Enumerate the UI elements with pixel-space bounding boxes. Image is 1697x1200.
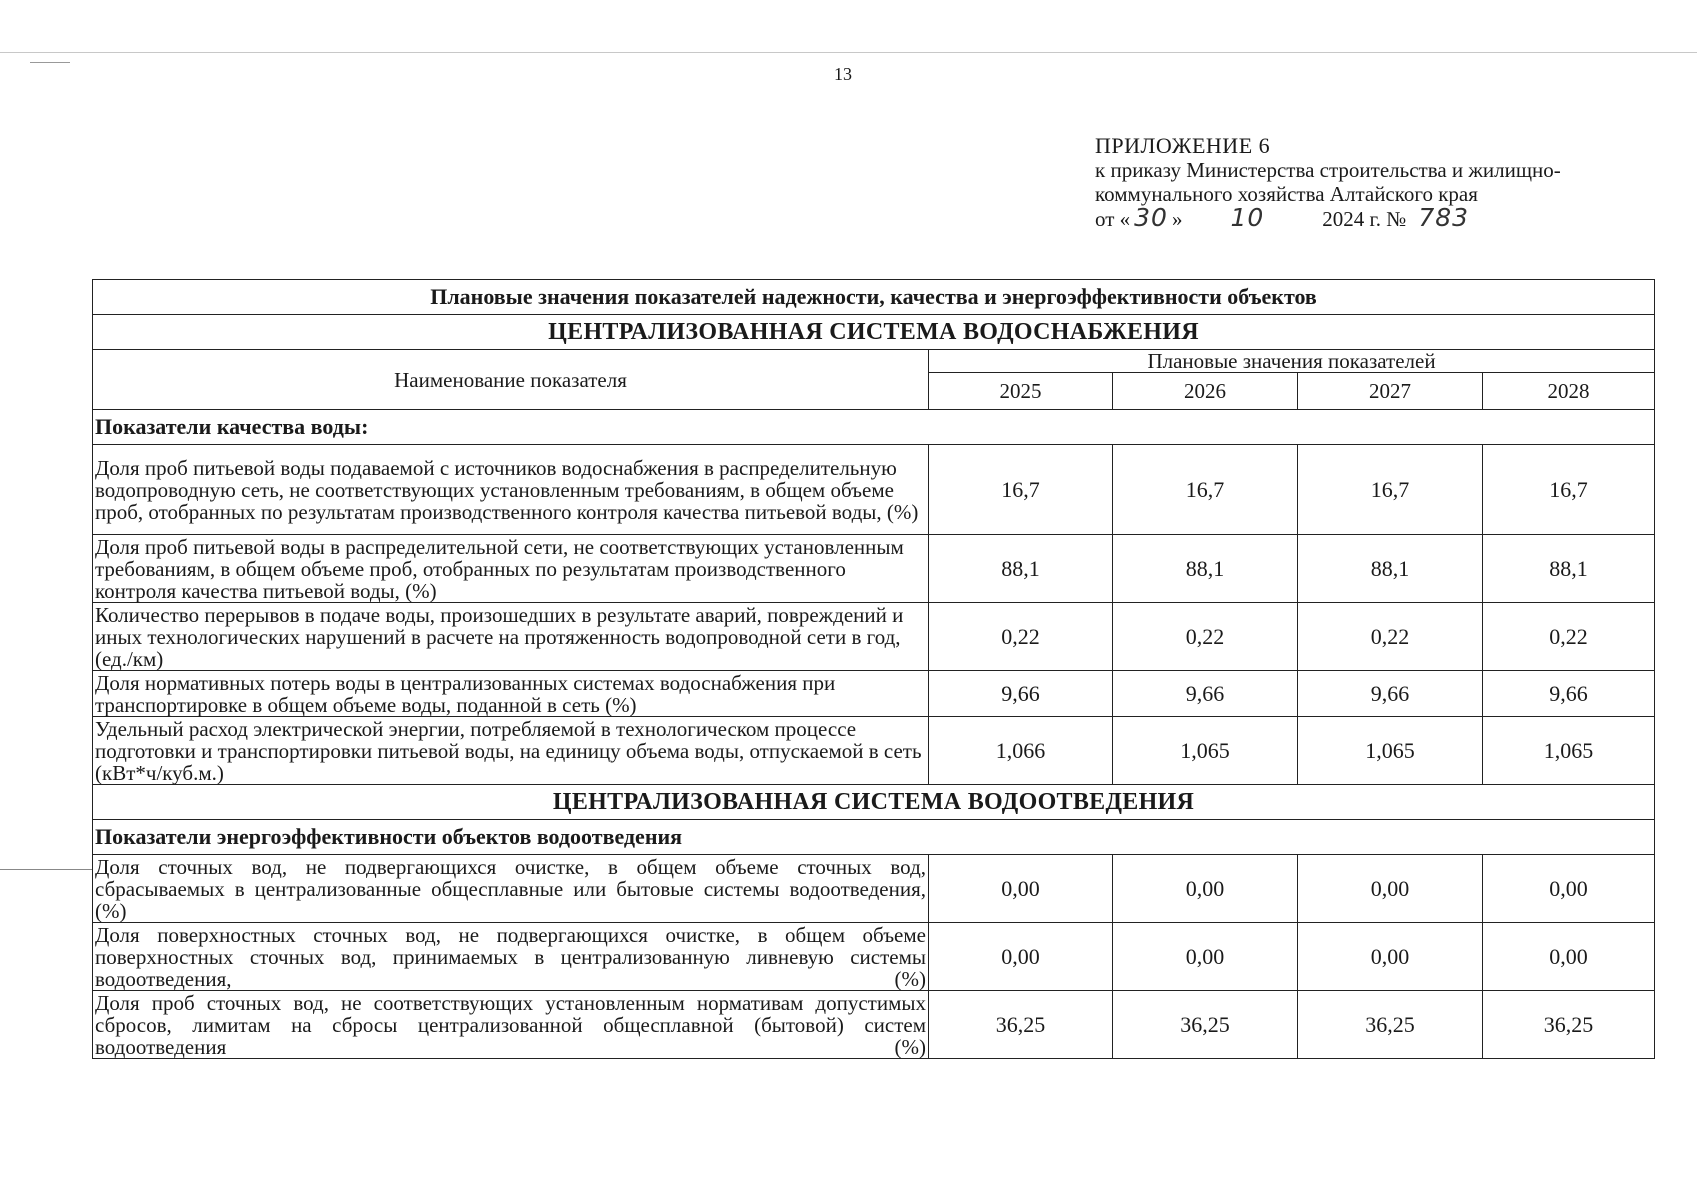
handwritten-order-number: 783 (1418, 203, 1470, 232)
table-row (93, 671, 1655, 717)
table-row (93, 717, 1655, 785)
appendix-block (1095, 134, 1561, 231)
year-header: 2026 (1113, 373, 1298, 410)
table-row (93, 445, 1655, 535)
value-cell: 16,7 (1113, 445, 1298, 535)
table-row (93, 991, 1655, 1059)
indicator-name: Доля сточных вод, не подвергающихся очистке, в общем объеме сточных вод, сбрасываемых в централизованные общесплавные или бытовые системы водоотведения, (%) (93, 855, 929, 923)
year-header: 2027 (1298, 373, 1483, 410)
section-title-wastewater: ЦЕНТРАЛИЗОВАННАЯ СИСТЕМА ВОДООТВЕДЕНИЯ (93, 785, 1655, 820)
value-cell: 9,66 (1483, 671, 1655, 717)
handwritten-month: 10 (1230, 203, 1265, 232)
value-cell: 0,22 (929, 603, 1113, 671)
value-cell: 0,00 (1113, 923, 1298, 991)
scan-artifact-line (0, 52, 1697, 53)
section-title-water-supply: ЦЕНТРАЛИЗОВАННАЯ СИСТЕМА ВОДОСНАБЖЕНИЯ (93, 315, 1655, 350)
handwritten-day: 30 (1134, 203, 1168, 232)
value-cell: 9,66 (1298, 671, 1483, 717)
value-cell: 0,00 (1298, 923, 1483, 991)
section-row (93, 785, 1655, 820)
table-row (93, 855, 1655, 923)
header-row (93, 350, 1655, 373)
value-cell: 9,66 (1113, 671, 1298, 717)
value-cell: 36,25 (929, 991, 1113, 1059)
value-cell: 1,065 (1483, 717, 1655, 785)
value-cell: 1,065 (1298, 717, 1483, 785)
value-cell: 36,25 (1298, 991, 1483, 1059)
value-cell: 0,22 (1113, 603, 1298, 671)
value-cell: 16,7 (1298, 445, 1483, 535)
year-header: 2028 (1483, 373, 1655, 410)
year-header: 2025 (929, 373, 1113, 410)
appendix-line-2: коммунального хозяйства Алтайского края (1095, 182, 1478, 206)
value-cell: 36,25 (1483, 991, 1655, 1059)
indicator-name: Количество перерывов в подаче воды, произошедших в результате аварий, повреждений и иных технологических нарушений в расчете на протяженность водопроводной сети в год, (ед./км) (93, 603, 929, 671)
value-cell: 0,22 (1298, 603, 1483, 671)
value-cell: 88,1 (1483, 535, 1655, 603)
appendix-title: ПРИЛОЖЕНИЕ 6 (1095, 133, 1271, 158)
indicator-name: Доля нормативных потерь воды в централизованных системах водоснабжения при транспортировке в общем объеме воды, поданной в сеть (%) (93, 671, 929, 717)
table-row (93, 535, 1655, 603)
value-cell: 0,00 (929, 855, 1113, 923)
value-cell: 0,00 (1483, 923, 1655, 991)
date-prefix: от « (1095, 207, 1131, 231)
appendix-line-1: к приказу Министерства строительства и жилищно- (1095, 158, 1561, 182)
value-cell: 0,22 (1483, 603, 1655, 671)
indicator-name: Доля поверхностных сточных вод, не подвергающихся очистке, в общем объеме поверхностных сточных вод, принимаемых в централизованную ливневую системы водоотведения, (%) (93, 923, 929, 991)
table-row (93, 923, 1655, 991)
value-cell: 0,00 (1298, 855, 1483, 923)
section-row (93, 315, 1655, 350)
value-cell: 9,66 (929, 671, 1113, 717)
value-cell: 0,00 (929, 923, 1113, 991)
indicator-name: Доля проб сточных вод, не соответствующих установленным нормативам допустимых сбросов, лимитам на сбросы централизованной общесплавной (бытовой) систем водоотведения (%) (93, 991, 929, 1059)
table-row (93, 603, 1655, 671)
value-cell: 1,065 (1113, 717, 1298, 785)
order-date-line (1095, 203, 1561, 232)
value-cell: 0,00 (1113, 855, 1298, 923)
indicators-table (92, 279, 1655, 1059)
value-cell: 16,7 (929, 445, 1113, 535)
group-row (93, 820, 1655, 855)
scan-artifact-line (0, 869, 92, 870)
indicator-name-header: Наименование показателя (93, 350, 929, 410)
value-cell: 36,25 (1113, 991, 1298, 1059)
value-cell: 16,7 (1483, 445, 1655, 535)
table-title: Плановые значения показателей надежности, качества и энергоэффективности объектов (93, 280, 1655, 315)
indicator-name: Доля проб питьевой воды в распределительной сети, не соответствующих установленным требованиям, в общем объеме проб, отобранных по результатам производственного контроля качества питьевой воды, (%) (93, 535, 929, 603)
value-cell: 1,066 (929, 717, 1113, 785)
indicator-name: Удельный расход электрической энергии, потребляемой в технологическом процессе подготовки и транспортировки питьевой воды, на единицу объема воды, отпускаемой в сеть (кВт*ч/куб.м.) (93, 717, 929, 785)
indicator-name: Доля проб питьевой воды подаваемой с источников водоснабжения в распределительную водопроводную сеть, не соответствующих установленным требованиям, в общем объеме проб, отобранных по результатам производственного контроля качества питьевой воды, (%) (93, 445, 929, 535)
value-cell: 88,1 (929, 535, 1113, 603)
group-row (93, 410, 1655, 445)
page-number: 13 (834, 64, 852, 84)
date-day-suffix: » (1171, 207, 1183, 231)
scan-artifact-line (30, 62, 70, 63)
value-cell: 88,1 (1298, 535, 1483, 603)
table-title-row (93, 280, 1655, 315)
date-year: 2024 г. № (1322, 207, 1407, 231)
group-title-water-quality: Показатели качества воды: (93, 410, 1655, 445)
group-title-wastewater-efficiency: Показатели энергоэффективности объектов водоотведения (93, 820, 1655, 855)
value-cell: 0,00 (1483, 855, 1655, 923)
value-cell: 88,1 (1113, 535, 1298, 603)
plan-values-header: Плановые значения показателей (929, 350, 1655, 373)
